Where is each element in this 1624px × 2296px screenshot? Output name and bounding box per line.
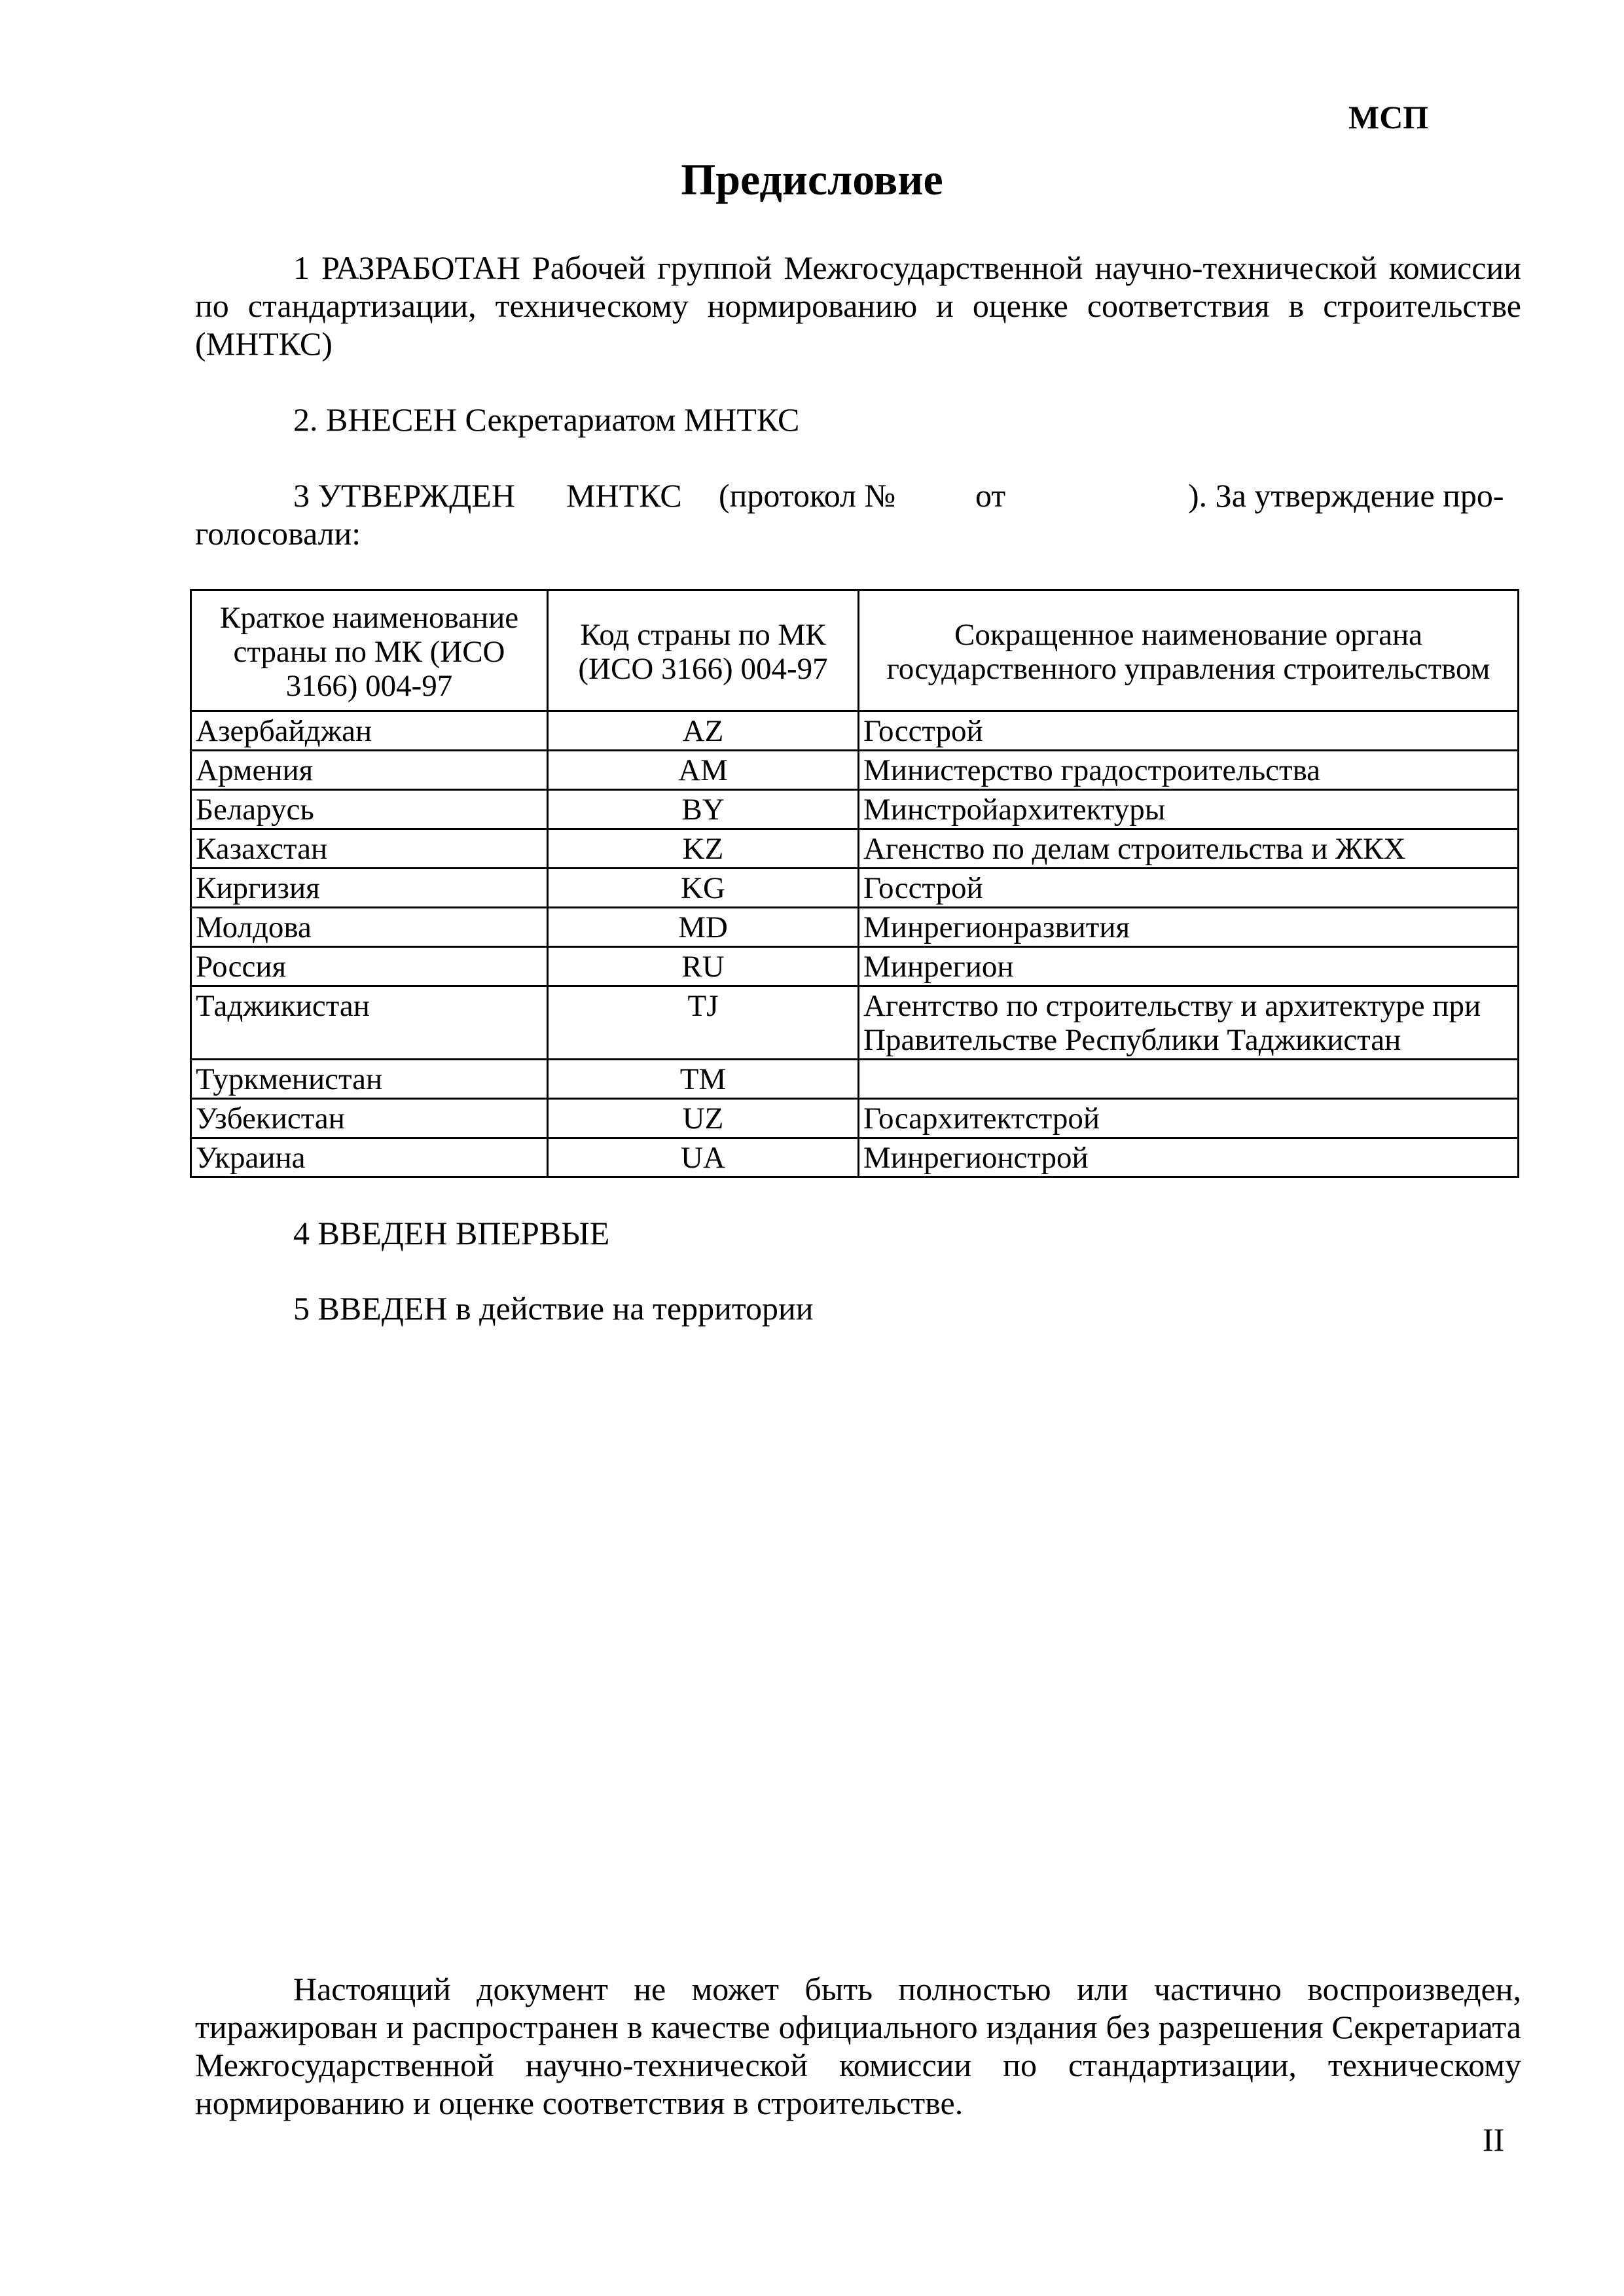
cell-code: RU — [548, 947, 859, 986]
cell-authority: Агенство по делам строительства и ЖКХ — [859, 829, 1519, 869]
cell-code: AM — [548, 751, 859, 790]
cell-authority: Минрегионстрой — [859, 1138, 1519, 1177]
table-row — [191, 1099, 1519, 1138]
cell-authority: Госархитектстрой — [859, 1099, 1519, 1138]
header-authority: Сокращенное наименование органа государственного управления строительством — [859, 590, 1519, 711]
table-row — [191, 711, 1519, 751]
cell-code: TM — [548, 1060, 859, 1099]
document-code: МСП — [1348, 99, 1429, 135]
cell-authority: Минрегионразвития — [859, 908, 1519, 947]
table-row — [191, 790, 1519, 829]
cell-code: KZ — [548, 829, 859, 869]
item-4-first-introduced: 4 ВВЕДЕН ВПЕРВЫЕ — [293, 1215, 610, 1251]
table-row — [191, 751, 1519, 790]
cell-code: MD — [548, 908, 859, 947]
cell-country: Азербайджан — [191, 711, 548, 751]
item-2-introduced: 2. ВНЕСЕН Секретариатом МНТКС — [293, 401, 800, 438]
cell-authority: Министерство градостроительства — [859, 751, 1519, 790]
table-row — [191, 947, 1519, 986]
item-3-voted-cont: голосовали: — [195, 515, 361, 552]
cell-country: Туркменистан — [191, 1060, 548, 1099]
cell-code: UA — [548, 1138, 859, 1177]
countries-table — [190, 589, 1519, 1178]
table-row — [191, 869, 1519, 908]
item-3-date: от — [975, 477, 1006, 514]
cell-authority: Минрегион — [859, 947, 1519, 986]
cell-code: UZ — [548, 1099, 859, 1138]
item-3-protocol: (протокол № — [719, 477, 896, 514]
cell-authority: Госстрой — [859, 711, 1519, 751]
table-row — [191, 986, 1519, 1060]
table-header-row — [191, 590, 1519, 711]
item-1-developed: 1 РАЗРАБОТАН Рабочей группой Межгосударственной научно-технической комиссии по стандартизации, техническому нормированию и оценке соответствия в строительстве (МНТКС) — [195, 249, 1521, 362]
item-3-label: 3 УТВЕРЖДЕН — [293, 477, 515, 514]
table-row — [191, 1138, 1519, 1177]
cell-country: Молдова — [191, 908, 548, 947]
table-row — [191, 908, 1519, 947]
cell-authority — [859, 1060, 1519, 1099]
cell-code: KG — [548, 869, 859, 908]
cell-code: AZ — [548, 711, 859, 751]
cell-country: Казахстан — [191, 829, 548, 869]
cell-country: Россия — [191, 947, 548, 986]
page-number: II — [1483, 2121, 1505, 2158]
cell-country: Таджикистан — [191, 986, 548, 1060]
table-row — [191, 829, 1519, 869]
cell-code: BY — [548, 790, 859, 829]
cell-country: Беларусь — [191, 790, 548, 829]
cell-country: Узбекистан — [191, 1099, 548, 1138]
cell-country: Армения — [191, 751, 548, 790]
cell-code: TJ — [548, 986, 859, 1060]
item-3-org: МНТКС — [566, 477, 682, 514]
page-title: Предисловие — [681, 154, 943, 204]
item-3-voted: ). За утверждение про- — [1188, 477, 1504, 514]
item-5-effective: 5 ВВЕДЕН в действие на территории — [293, 1290, 814, 1327]
header-country-name: Краткое наименование страны по МК (ИСО 3166) 004-97 — [191, 590, 548, 711]
header-country-code: Код страны по МК (ИСО 3166) 004-97 — [548, 590, 859, 711]
cell-country: Киргизия — [191, 869, 548, 908]
item-3-approved — [0, 476, 1624, 555]
table-row — [191, 1060, 1519, 1099]
cell-authority: Госстрой — [859, 869, 1519, 908]
cell-authority: Минстройархитектуры — [859, 790, 1519, 829]
cell-country: Украина — [191, 1138, 548, 1177]
cell-authority: Агентство по строительству и архитектуре при Правительстве Республики Таджикистан — [859, 986, 1519, 1060]
copyright-notice: Настоящий документ не может быть полностью или частично воспроизведен, тиражирован и распространен в качестве официального издания без разрешения Секретариата Межгосударственной научно-технической комиссии по стандартизации, техническому нормированию и оценке соответствия в строительстве. — [195, 1971, 1521, 2121]
